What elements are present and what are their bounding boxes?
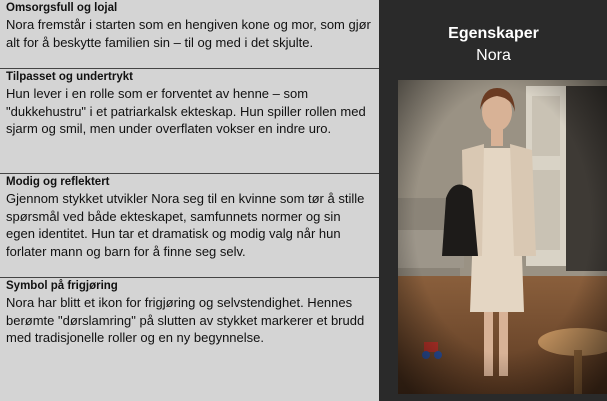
trait-title: Omsorgsfull og lojal	[6, 2, 118, 14]
trait-title: Modig og reflektert	[6, 176, 110, 188]
character-name: Nora	[476, 47, 511, 64]
trait-text: Nora har blitt et ikon for frigjøring og selvstendighet. Hennes berømte "dørslamring" på slutten av stykket markerer et brudd med tradisjonelle roller og en ny begynnelse.	[6, 295, 365, 346]
panel-title: Egenskaper	[448, 25, 539, 42]
trait-section-symbol	[0, 277, 379, 401]
trait-section-caring	[0, 0, 379, 68]
trait-text: Hun lever i en rolle som er forventet av henne – som "dukkehustru" i et patriarkalsk ekteskap. Hun spiller rollen med sjarm og smil, men under overflaten vokser en indre uro.	[6, 86, 366, 137]
character-photo	[398, 80, 607, 394]
trait-text: Nora fremstår i starten som en hengiven kone og mor, som gjør alt for å beskytte familien sin – til og med i det skjulte.	[6, 17, 371, 50]
trait-title: Tilpasset og undertrykt	[6, 71, 133, 83]
character-panel	[380, 0, 607, 401]
trait-text: Gjennom stykket utvikler Nora seg til en kvinne som tør å stille spørsmål ved både ekteskapet, samfunnets normer og sin egen identitet. Hun tar et dramatisk og modig valg når hun forlater mann og barn for å finne seg selv.	[6, 191, 365, 259]
trait-section-adapted	[0, 68, 379, 173]
trait-title: Symbol på frigjøring	[6, 280, 118, 292]
trait-section-brave	[0, 173, 379, 277]
